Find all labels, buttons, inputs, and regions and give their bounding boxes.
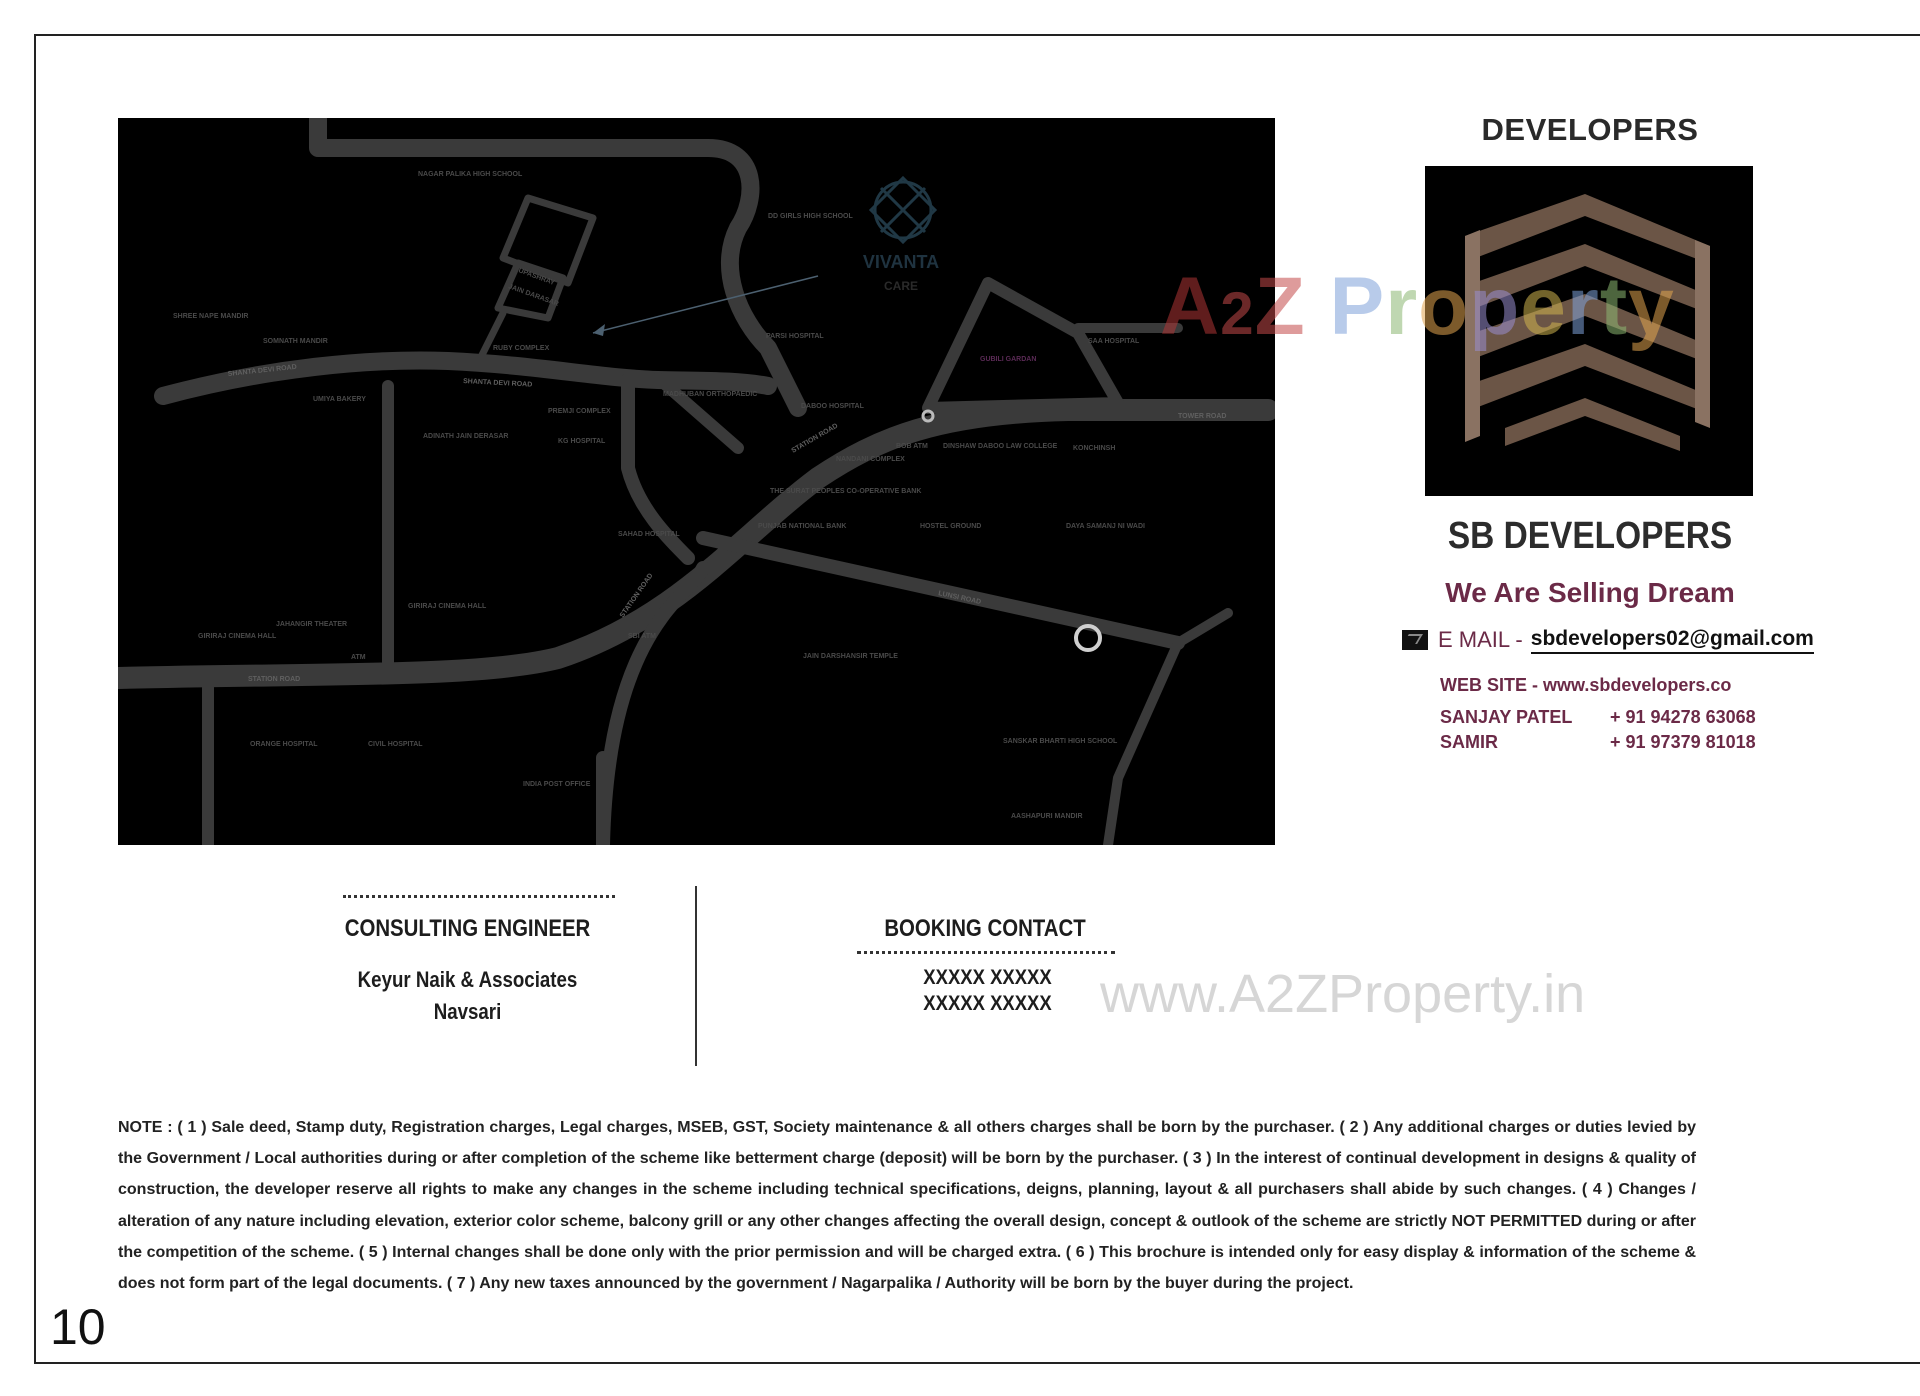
map-label: GIRIRAJ CINEMA HALL: [198, 633, 277, 640]
page-number: 10: [50, 1299, 106, 1355]
email-row: [1402, 625, 1814, 655]
vivanta-logo-icon: [871, 178, 935, 242]
terms-note: NOTE : ( 1 ) Sale deed, Stamp duty, Registration charges, Legal charges, MSEB, GST, Society maintenance & all others charges shall be born by the purchaser. ( 2 ) Any additional charges or duties levied by the Government / Local authorities during or after completion of the scheme like betterment charge (deposit) will be born by the purchaser. ( 3 ) In the interest of continual development in designs & quality of construction, the developer reserve all rights to make any changes in the scheme including technical specifications, deigns, planning, layout & all purchasers shall abide by such changes. ( 4 ) Changes / alteration of any nature including elevation, exterior color scheme, balcony grill or any other changes affecting the overall design, concept & outlook of the scheme are strictly NOT PERMITTED during or after the competition of the scheme. ( 5 ) Internal changes shall be done only with the prior permission and will be charged extra. ( 6 ) This brochure is intended only for easy display & information of the scheme & does not form part of the legal documents. ( 7 ) Any new taxes announced by the government / Nagarpalika / Authority will be born by the buyer during the project.: [118, 1119, 1696, 1293]
map-label: BOB ATM: [896, 443, 928, 450]
location-map: [118, 118, 1275, 845]
road-label: STATION ROAD: [618, 572, 655, 620]
a2z-url-watermark: www.A2ZProperty.in: [1100, 964, 1586, 1024]
map-label: DINSHAW DABOO LAW COLLEGE: [943, 443, 1058, 450]
map-label: SHREE NAPE MANDIR: [173, 313, 249, 320]
contact-phone[interactable]: + 91 94278 63068: [1610, 707, 1756, 727]
map-label: PREMJI COMPLEX: [548, 408, 611, 415]
consulting-engineer-title: CONSULTING ENGINEER: [344, 915, 591, 942]
a2z-property-watermark: A2Z Property: [1160, 261, 1675, 352]
map-label: SOMNATH MANDIR: [263, 338, 328, 345]
booking-number: XXXXX XXXXX: [923, 992, 1052, 1015]
map-label: RUBY COMPLEX: [493, 345, 550, 352]
developers-heading: DEVELOPERS: [1481, 112, 1699, 147]
map-label: NAGAR PALIKA HIGH SCHOOL: [418, 171, 523, 178]
map-roads: [118, 118, 1275, 845]
map-label: AASHAPURI MANDIR: [1011, 813, 1083, 820]
company-tagline: We Are Selling Dream: [1445, 577, 1735, 608]
map-label-site: VIVANTA: [862, 252, 940, 272]
map-label: ADINATH JAIN DERASAR: [423, 433, 509, 440]
road-label: STATION ROAD: [248, 676, 301, 683]
map-label: KG HOSPITAL: [558, 438, 606, 445]
map-label: DD GIRLS HIGH SCHOOL: [768, 213, 853, 220]
map-label: UPASHRAY: [517, 267, 556, 287]
map-label: DAYA SAMANJ NI WADI: [1066, 523, 1145, 530]
road-label: LUNSI ROAD: [937, 590, 982, 607]
contact-name: SAMIR: [1440, 732, 1498, 752]
map-label: KONCHINSH: [1073, 445, 1116, 452]
vertical-divider: [695, 886, 697, 1066]
road-label: STATION ROAD: [790, 422, 840, 455]
map-label-site-sub: CARE: [883, 279, 919, 293]
map-label: SAHAD HOSPITAL: [618, 531, 680, 538]
map-label: THE SURAT PEOPLES CO-OPERATIVE BANK: [770, 488, 922, 495]
road-label: SHANTA DEVI ROAD: [462, 378, 533, 389]
map-label: NANDANI COMPLEX: [836, 456, 905, 463]
map-label: GUBILI GARDAN: [980, 356, 1037, 363]
email-icon: [1402, 630, 1428, 650]
map-label: SAA HOSPITAL: [1088, 338, 1140, 345]
map-label: ATM: [351, 654, 366, 661]
road-label: SHANTA DEVI ROAD: [227, 363, 298, 378]
booking-number: XXXXX XXXXX: [923, 966, 1052, 989]
map-label: SBI ATM: [628, 633, 656, 640]
contact-row: [1440, 732, 1756, 753]
map-label: INDIA POST OFFICE: [523, 781, 591, 788]
website-link[interactable]: WEB SITE - www.sbdevelopers.co: [1440, 675, 1732, 695]
map-label: UMIYA BAKERY: [313, 396, 366, 403]
map-label: JAIN DARSHANSIR TEMPLE: [803, 653, 898, 660]
map-label: JAIN DARASAR: [507, 283, 560, 308]
map-label: DABOO HOSPITAL: [801, 403, 864, 410]
contact-phone[interactable]: + 91 97379 81018: [1610, 732, 1756, 752]
map-label: JAHANGIR THEATER: [276, 621, 348, 628]
map-label: SANSKAR BHARTI HIGH SCHOOL: [1003, 738, 1118, 745]
map-label: PARSI HOSPITAL: [766, 333, 824, 340]
map-label: CIVIL HOSPITAL: [368, 741, 423, 748]
contact-name: SANJAY PATEL: [1440, 707, 1573, 727]
email-label: E MAIL -: [1438, 627, 1523, 652]
consulting-engineer-city: Navsari: [433, 999, 502, 1024]
map-label: GIRIRAJ CINEMA HALL: [408, 603, 487, 610]
dotted-divider: [343, 895, 615, 898]
consulting-engineer-name: Keyur Naik & Associates: [357, 967, 578, 992]
booking-contact-title: BOOKING CONTACT: [884, 915, 1086, 942]
map-label: HOSTEL GROUND: [920, 523, 982, 530]
email-address[interactable]: sbdevelopers02@gmail.com: [1531, 627, 1814, 654]
map-label: ORANGE HOSPITAL: [250, 741, 318, 748]
road-label: TOWER ROAD: [1178, 413, 1227, 420]
company-name: SB DEVELOPERS: [1447, 515, 1733, 557]
dotted-divider: [857, 951, 1115, 954]
contact-row: [1440, 707, 1756, 728]
map-label: MADHUBAN ORTHOPAEDIC: [663, 391, 758, 398]
map-label: PUNJAB NATIONAL BANK: [758, 523, 847, 530]
